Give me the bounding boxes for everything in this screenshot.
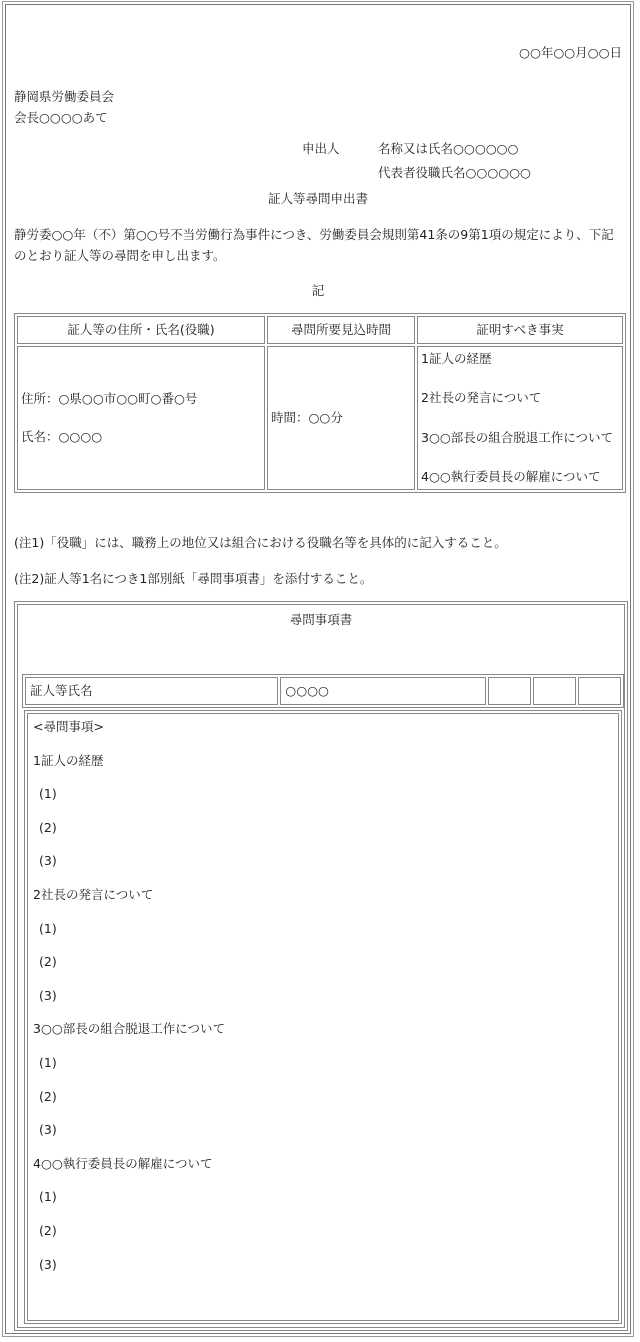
question-title: 3○○部長の組合脱退工作について — [33, 1021, 226, 1037]
note-1: (注1)「役職」には、職務上の地位又は組合における役職名等を具体的に記入すること。 — [14, 535, 507, 550]
facts-cell — [417, 346, 623, 490]
question-sub: (1) — [39, 786, 57, 802]
header-address: 証人等の住所・氏名(役職) — [17, 316, 265, 344]
blank-cell — [578, 677, 621, 705]
question-sub: (2) — [39, 819, 57, 835]
recipient-person: 会長○○○○あて — [14, 110, 108, 125]
question-list — [24, 710, 622, 1324]
witness-name-value: ○○○○ — [280, 677, 486, 705]
sheet-title: 尋問事項書 — [289, 612, 353, 627]
question-sub: (1) — [39, 1054, 57, 1070]
applicant-name: 名称又は氏名○○○○○○ — [378, 141, 519, 156]
question-sub: (1) — [39, 920, 57, 936]
date: ○○年○○月○○日 — [519, 45, 622, 60]
fact-item: 4○○執行委員長の解雇について — [421, 469, 601, 485]
fact-item: 3○○部長の組合脱退工作について — [421, 429, 614, 445]
ki-heading: 記 — [311, 283, 325, 298]
time-cell: 時間：○○分 — [267, 346, 415, 490]
recipient-org: 静岡県労働委員会 — [14, 89, 115, 104]
question-title: 4○○執行委員長の解雇について — [33, 1155, 213, 1171]
header-time: 尋問所要見込時間 — [267, 316, 415, 344]
fact-item: 1証人の経歴 — [421, 351, 492, 366]
blank-cell — [488, 677, 531, 705]
question-sub: (3) — [39, 853, 57, 869]
address-cell — [17, 346, 265, 490]
witness-table — [14, 313, 626, 493]
witness-name-label: 証人等氏名 — [25, 677, 278, 705]
fact-item: 2社長の発言について — [421, 390, 542, 406]
document-title: 証人等尋問申出書 — [267, 191, 368, 206]
question-sub: (2) — [39, 1088, 57, 1104]
question-sub: (3) — [39, 1122, 57, 1138]
name-text: 氏名：○○○○ — [21, 428, 103, 444]
document-frame — [5, 4, 631, 1334]
question-title: 2社長の発言について — [33, 886, 154, 902]
blank-cell — [533, 677, 576, 705]
header-facts: 証明すべき事実 — [417, 316, 623, 344]
question-sub: (3) — [39, 987, 57, 1003]
applicant-representative: 代表者役職氏名○○○○○○ — [378, 165, 531, 180]
applicant-block — [302, 139, 622, 187]
address-text: 住所：○県○○市○○町○番○号 — [21, 391, 198, 407]
question-sub: (2) — [39, 954, 57, 970]
question-sub: (1) — [39, 1189, 57, 1205]
section-label: <尋問事項> — [33, 719, 104, 734]
question-sheet — [14, 601, 628, 1331]
applicant-label: 申出人 — [302, 141, 340, 156]
recipient — [14, 87, 114, 129]
witness-name-table — [22, 674, 624, 708]
question-title: 1証人の経歴 — [33, 752, 104, 768]
note-2: (注2)証人等1名につき1部別紙「尋問事項書」を添付すること。 — [14, 571, 373, 586]
question-sub: (3) — [39, 1256, 57, 1272]
question-sub: (2) — [39, 1222, 57, 1238]
body-text: 静労委○○年（不）第○○号不当労働行為事件につき、労働委員会規則第41条の9第1項の規定により、下記のとおり証人等の尋問を申し出ます。 — [14, 227, 614, 264]
